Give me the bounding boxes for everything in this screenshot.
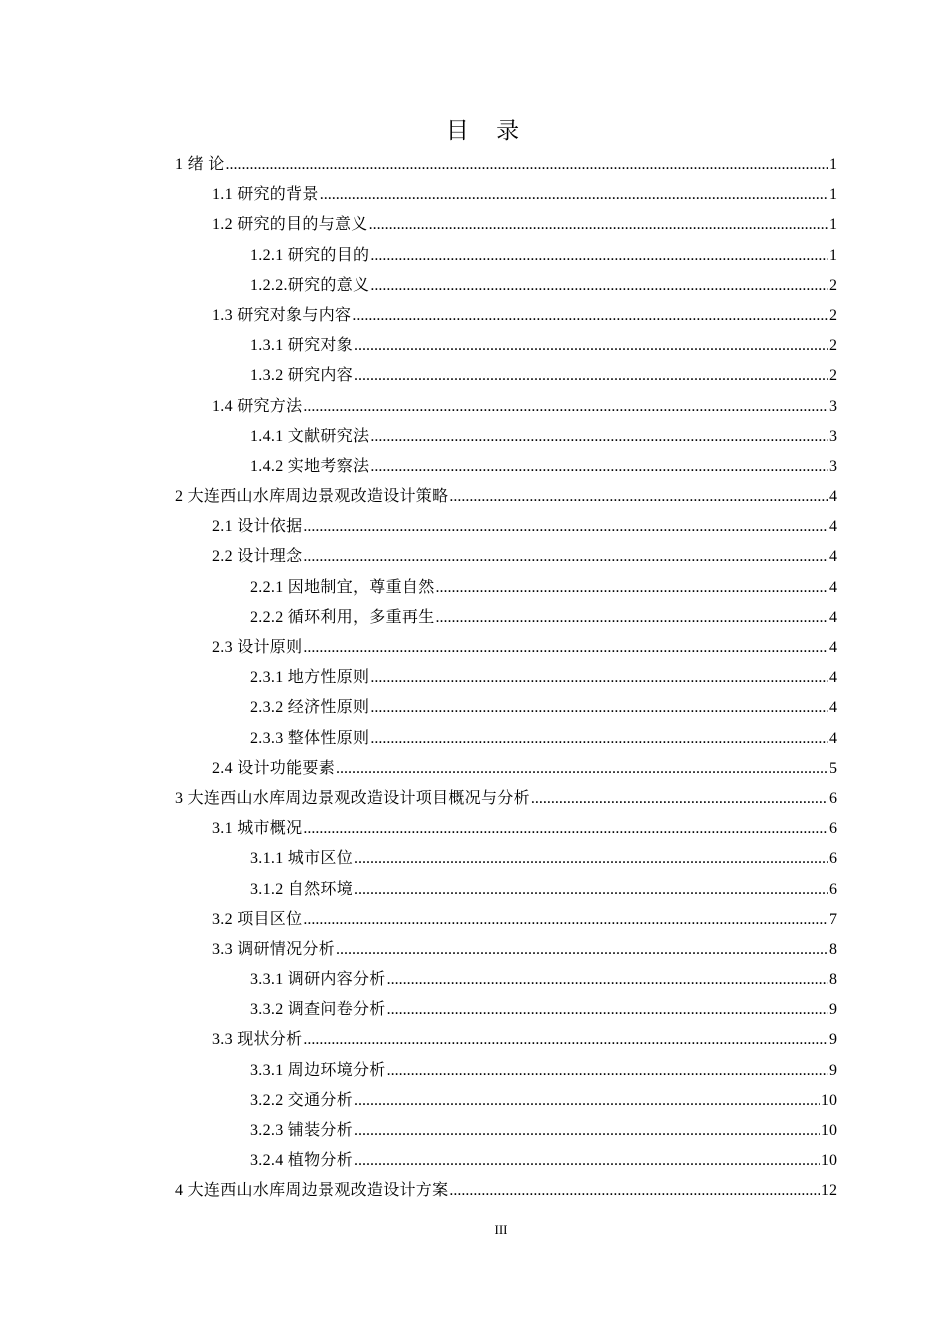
toc-entry[interactable] (175, 935, 837, 965)
toc-entry-title: 3.3 现状分析 (212, 1031, 303, 1049)
dot-leader (370, 422, 828, 452)
toc-entry-title: 2.3.1 地方性原则 (250, 669, 370, 687)
dot-leader (370, 241, 828, 271)
toc-entry-title: 1.4.1 文献研究法 (250, 427, 370, 445)
toc-entry[interactable] (175, 724, 837, 754)
toc-entry-title: 2 大连西山水库周边景观改造设计策略 (175, 488, 449, 506)
toc-entry-title: 3.1 城市概况 (212, 820, 303, 838)
toc-entry-page: 1 (829, 156, 837, 173)
toc-entry-title: 2.2.2 循环利用，多重再生 (250, 608, 435, 626)
dot-leader (320, 180, 828, 210)
toc-entry-page: 10 (821, 1122, 837, 1139)
dot-leader (370, 452, 828, 482)
dot-leader (387, 965, 828, 995)
toc-entry[interactable] (175, 482, 837, 512)
toc-entry[interactable] (175, 1025, 837, 1055)
toc-entry-page: 10 (821, 1091, 837, 1109)
dot-leader (354, 1116, 820, 1146)
toc-entry-title: 3.3.1 调研内容分析 (250, 971, 386, 989)
dot-leader (303, 633, 828, 663)
toc-entry-page: 5 (829, 759, 837, 777)
toc-entry-page: 8 (829, 971, 837, 989)
dot-leader (303, 512, 828, 542)
dot-leader (303, 814, 828, 844)
toc-entry-title: 2.2.1 因地制宜，尊重自然 (250, 578, 435, 596)
toc-entry-title: 2.1 设计依据 (212, 518, 303, 536)
toc-entry-page: 9 (829, 1061, 837, 1079)
toc-entry[interactable] (175, 542, 837, 572)
dot-leader (387, 995, 828, 1025)
toc-entry-page: 6 (829, 880, 837, 898)
toc-entry-title: 3.3.2 调查问卷分析 (250, 1001, 386, 1019)
toc-entry[interactable] (175, 301, 837, 331)
toc-entry-page: 6 (829, 850, 837, 868)
toc-entry[interactable] (175, 1176, 837, 1206)
toc-entry-page: 10 (821, 1152, 837, 1170)
toc-entry-title: 1.3.1 研究对象 (250, 337, 353, 355)
toc-entry-page: 3 (829, 397, 837, 415)
toc-entry-page: 1 (829, 216, 837, 234)
toc-entry[interactable] (175, 271, 837, 301)
toc-entry-title: 1.3.2 研究内容 (250, 367, 353, 385)
toc-entry[interactable] (175, 573, 837, 603)
toc-entry[interactable] (175, 663, 837, 693)
toc-entry[interactable] (175, 1146, 837, 1176)
dot-leader (449, 1176, 820, 1206)
dot-leader (303, 542, 828, 572)
dot-leader (370, 724, 828, 754)
toc-entry-page: 4 (829, 578, 837, 596)
dot-leader (303, 392, 828, 422)
toc-title: 目 录 (445, 118, 530, 144)
toc-entry[interactable] (175, 905, 837, 935)
toc-entry[interactable] (175, 754, 837, 784)
toc-entry[interactable] (175, 995, 837, 1025)
toc-entry-page: 1 (829, 246, 837, 264)
dot-leader (336, 754, 828, 784)
toc-entry-page: 1 (829, 186, 837, 204)
toc-entry-page: 2 (829, 337, 837, 355)
toc-entry-title: 3.2 项目区位 (212, 910, 303, 928)
toc-entry-title: 1.3 研究对象与内容 (212, 306, 352, 324)
toc-entry[interactable] (175, 603, 837, 633)
toc-entry-title: 3.1.1 城市区位 (250, 850, 353, 868)
toc-entry-title: 2.4 设计功能要素 (212, 759, 336, 777)
toc-entry-title: 2.3.2 经济性原则 (250, 699, 370, 717)
toc-entry[interactable] (175, 1056, 837, 1086)
dot-leader (303, 1025, 828, 1055)
toc-entry-page: 9 (829, 1001, 837, 1019)
toc-entry[interactable] (175, 1116, 837, 1146)
dot-leader (354, 844, 828, 874)
toc-entry-page: 4 (829, 548, 837, 566)
toc-entry-page: 7 (829, 910, 837, 928)
toc-entry-title: 3.2.3 铺装分析 (250, 1122, 353, 1139)
dot-leader (436, 573, 828, 603)
toc-entry-page: 2 (829, 306, 837, 324)
toc-entry[interactable] (175, 331, 837, 361)
toc-entry-page: 4 (829, 639, 837, 656)
toc-entry-page: 4 (829, 488, 837, 506)
toc-entry[interactable] (175, 210, 837, 240)
toc-entry-title: 1 绪 论 (175, 156, 225, 173)
dot-leader (354, 331, 828, 361)
toc-entry-page: 3 (829, 427, 837, 445)
toc-entry[interactable] (175, 241, 837, 271)
toc-entry-page: 4 (829, 608, 837, 626)
toc-entry-page: 4 (829, 518, 837, 536)
toc-entry-page: 4 (829, 669, 837, 687)
toc-entry-title: 3.2.4 植物分析 (250, 1152, 353, 1170)
toc-entry-page: 12 (821, 1182, 837, 1200)
toc-entry-page: 3 (829, 457, 837, 475)
dot-leader (449, 482, 828, 512)
toc-entry-title: 2.3.3 整体性原则 (250, 729, 370, 747)
toc-entry-title: 1.4.2 实地考察法 (250, 457, 370, 475)
toc-entry-title: 1.4 研究方法 (212, 397, 303, 415)
toc-entry-page: 4 (829, 729, 837, 747)
toc-entry-title: 3.2.2 交通分析 (250, 1091, 353, 1109)
page-number: III (494, 1222, 508, 1237)
toc-entry[interactable] (175, 844, 837, 874)
dot-leader (370, 693, 828, 723)
toc-entry[interactable] (175, 814, 837, 844)
dot-leader (387, 1056, 828, 1086)
dot-leader (352, 301, 828, 331)
dot-leader (354, 361, 828, 391)
dot-leader (336, 935, 828, 965)
dot-leader (226, 150, 829, 180)
toc-entry[interactable] (175, 361, 837, 391)
toc-entry-title: 2.2 设计理念 (212, 548, 303, 566)
toc-entry[interactable] (175, 1086, 837, 1116)
dot-leader (370, 271, 828, 301)
toc-entry[interactable] (175, 150, 837, 180)
toc-entry-title: 1.2.2.研究的意义 (250, 276, 370, 294)
table-of-contents (175, 150, 837, 1207)
dot-leader (369, 210, 828, 240)
toc-entry-page: 2 (829, 367, 837, 385)
toc-entry[interactable] (175, 392, 837, 422)
toc-entry-title: 3.1.2 自然环境 (250, 880, 353, 898)
toc-entry[interactable] (175, 784, 837, 814)
toc-entry[interactable] (175, 875, 837, 905)
dot-leader (303, 905, 828, 935)
toc-entry-page: 2 (829, 276, 837, 294)
toc-entry[interactable] (175, 422, 837, 452)
toc-entry[interactable] (175, 512, 837, 542)
toc-entry[interactable] (175, 452, 837, 482)
toc-entry-page: 9 (829, 1031, 837, 1049)
toc-entry-page: 8 (829, 940, 837, 958)
dot-leader (531, 784, 828, 814)
toc-entry[interactable] (175, 633, 837, 663)
toc-entry-title: 1.2.1 研究的目的 (250, 246, 370, 264)
toc-entry-title: 4 大连西山水库周边景观改造设计方案 (175, 1182, 449, 1200)
toc-entry-title: 3.3 调研情况分析 (212, 940, 336, 958)
toc-entry[interactable] (175, 965, 837, 995)
dot-leader (354, 1146, 820, 1176)
toc-entry-page: 6 (829, 820, 837, 838)
dot-leader (354, 875, 828, 905)
dot-leader (354, 1086, 820, 1116)
toc-entry-title: 1.1 研究的背景 (212, 186, 319, 204)
toc-entry-title: 3 大连西山水库周边景观改造设计项目概况与分析 (175, 789, 530, 807)
toc-entry-title: 3.3.1 周边环境分析 (250, 1061, 386, 1079)
dot-leader (370, 663, 828, 693)
toc-entry[interactable] (175, 693, 837, 723)
dot-leader (436, 603, 828, 633)
toc-entry-page: 6 (829, 789, 837, 807)
toc-entry-title: 2.3 设计原则 (212, 639, 303, 656)
toc-entry[interactable] (175, 180, 837, 210)
toc-entry-page: 4 (829, 699, 837, 717)
toc-entry-title: 1.2 研究的目的与意义 (212, 216, 368, 234)
